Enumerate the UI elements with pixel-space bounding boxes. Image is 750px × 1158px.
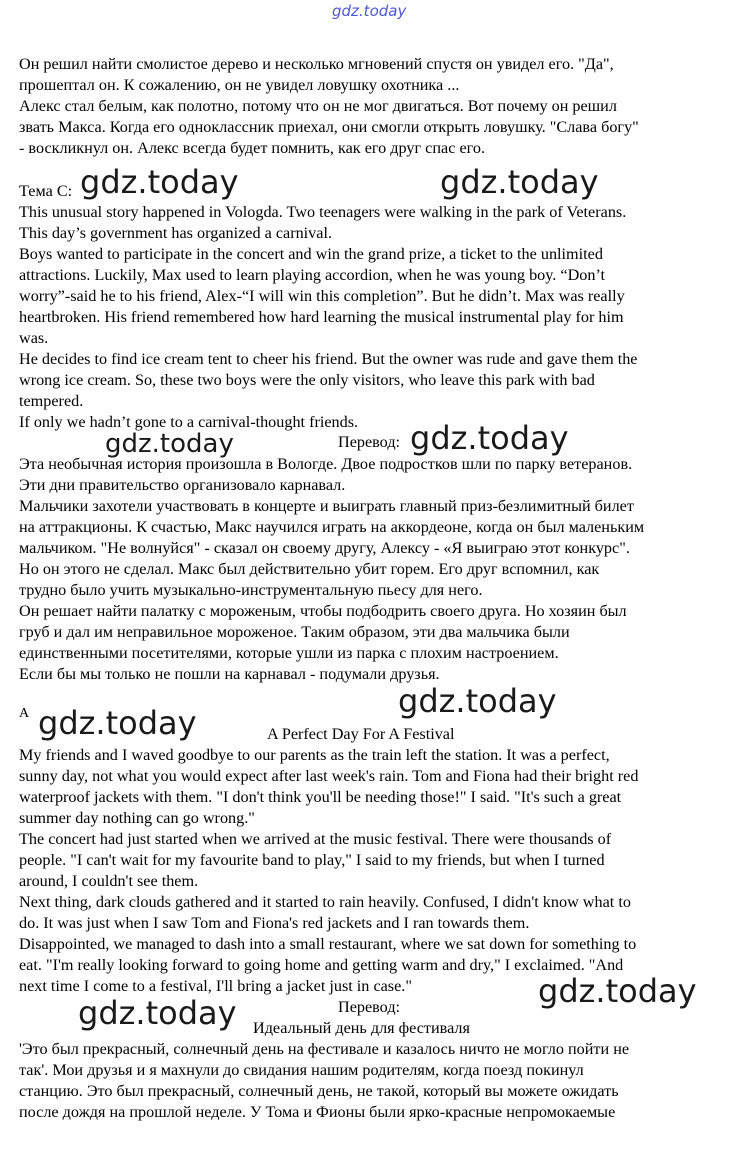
text-line: waterproof jackets with them. "I don't think you'll be needing those!" I said. "It's such a great xyxy=(19,788,622,806)
watermark: gdz.today xyxy=(38,704,197,742)
text-line: станцию. Это был прекрасный, солнечный день, не такой, который вы можете ожидать xyxy=(19,1082,619,1100)
text-line: worry”-said he to his friend, Alex-“I will win this completion”. But he didn’t. Max was really xyxy=(19,287,625,305)
text-line: heartbroken. His friend remembered how hard learning the musical instrumental play for him xyxy=(19,308,624,326)
tema-c-label: Тема С: xyxy=(19,182,73,200)
perevod-label: Перевод: xyxy=(338,998,401,1016)
watermark: gdz.today xyxy=(440,163,599,201)
text-line: sunny day, not what you would expect after last week's rain. Tom and Fiona had their bright red xyxy=(19,767,639,785)
text-line: tempered. xyxy=(19,392,84,410)
section-title-ru: Идеальный день для фестиваля xyxy=(253,1019,470,1037)
text-line: мальчиком. "Не волнуйся" - сказал он своему другу, Алексу - «Я выиграю этот конкурс". xyxy=(19,539,630,557)
text-line: This unusual story happened in Vologda. Two teenagers were walking in the park of Veterans. xyxy=(19,203,627,221)
text-line: people. "I can't wait for my favourite band to play," I said to my friends, but when I turned xyxy=(19,851,605,869)
text-line: next time I come to a festival, I'll bring a jacket just in case." xyxy=(19,977,412,995)
text-line: Если бы мы только не пошли на карнавал - подумали друзья. xyxy=(19,665,440,683)
text-line: - воскликнул он. Алекс всегда будет помнить, как его друг спас его. xyxy=(19,139,486,157)
watermark-top: gdz.today xyxy=(332,2,407,20)
watermark: gdz.today xyxy=(538,972,697,1010)
text-line: Алекс стал белым, как полотно, потому что он не мог двигаться. Вот почему он решил xyxy=(19,97,617,115)
text-line: после дождя на прошлой неделе. У Тома и Фионы были ярко-красные непромокаемые xyxy=(19,1103,616,1121)
text-line: attractions. Luckily, Max used to learn playing accordion, when he was young boy. “Don’t xyxy=(19,266,606,284)
text-line: eat. "I'm really looking forward to going home and getting warm and dry," I exclaimed. "And xyxy=(19,956,624,974)
text-line: This day’s government has organized a carnival. xyxy=(19,224,333,242)
watermark: gdz.today xyxy=(105,429,234,459)
text-line: wrong ice cream. So, these two boys were the only visitors, who leave this park with bad xyxy=(19,371,595,389)
text-line: так'. Мои друзья и я махнули до свидания нашим родителям, когда поезд покинул xyxy=(19,1061,584,1079)
text-line: груб и дал им неправильное мороженое. Таким образом, эти два мальчика были xyxy=(19,623,570,641)
perevod-label: Перевод: xyxy=(338,433,401,451)
text-line: Boys wanted to participate in the concert and win the grand prize, a ticket to the unlimited xyxy=(19,245,603,263)
section-title: A Perfect Day For A Festival xyxy=(267,725,455,743)
watermark: gdz.today xyxy=(398,682,557,720)
text-line: Мальчики захотели участвовать в концерте и выиграть главный приз-безлимитный билет xyxy=(19,497,634,515)
text-line: Он решает найти палатку с мороженым, чтобы подбодрить своего друга. Но хозяин был xyxy=(19,602,627,620)
text-line: на аттракционы. К счастью, Макс научился играть на аккордеоне, когда он был маленьким xyxy=(19,518,645,536)
watermark: gdz.today xyxy=(410,419,569,457)
text-line: единственными посетителями, которые ушли из парка с плохим настроением. xyxy=(19,644,559,662)
text-line: Эти дни правительство организовало карнавал. xyxy=(19,476,346,494)
section-a-label: A xyxy=(19,706,30,721)
text-line: was. xyxy=(19,329,49,347)
text-line: Но он этого не сделал. Макс был действительно убит горем. Его друг вспомнил, как xyxy=(19,560,600,578)
text-line: прошептал он. К сожалению, он не увидел ловушку охотника ... xyxy=(19,76,460,94)
text-line: The concert had just started when we arrived at the music festival. There were thousands of xyxy=(19,830,612,848)
watermark: gdz.today xyxy=(78,994,237,1032)
watermark: gdz.today xyxy=(80,163,239,201)
text-line: 'Это был прекрасный, солнечный день на фестивале и казалось ничто не могло пойти не xyxy=(19,1040,630,1058)
text-line: трудно было учить музыкально-инструментальную пьесу для него. xyxy=(19,581,483,599)
text-line: Он решил найти смолистое дерево и несколько мгновений спустя он увидел его. "Да", xyxy=(19,55,614,73)
text-line: My friends and I waved goodbye to our parents as the train left the station. It was a perfect, xyxy=(19,746,610,764)
text-line: Next thing, dark clouds gathered and it started to rain heavily. Confused, I didn't know what to xyxy=(19,893,631,911)
text-line: Эта необычная история произошла в Вологде. Двое подростков шли по парку ветеранов. xyxy=(19,455,633,473)
text-line: Disappointed, we managed to dash into a small restaurant, where we sat down for something to xyxy=(19,935,637,953)
text-line: do. It was just when I saw Tom and Fiona's red jackets and I ran towards them. xyxy=(19,914,530,932)
text-line: around, I couldn't see them. xyxy=(19,872,199,890)
text-line: звать Макса. Когда его одноклассник приехал, они смогли открыть ловушку. "Слава богу" xyxy=(19,118,639,136)
text-line: If only we hadn’t gone to a carnival-thought friends. xyxy=(19,413,359,431)
text-line: He decides to find ice cream tent to cheer his friend. But the owner was rude and gave them the xyxy=(19,350,638,368)
text-line: summer day nothing can go wrong." xyxy=(19,809,255,827)
